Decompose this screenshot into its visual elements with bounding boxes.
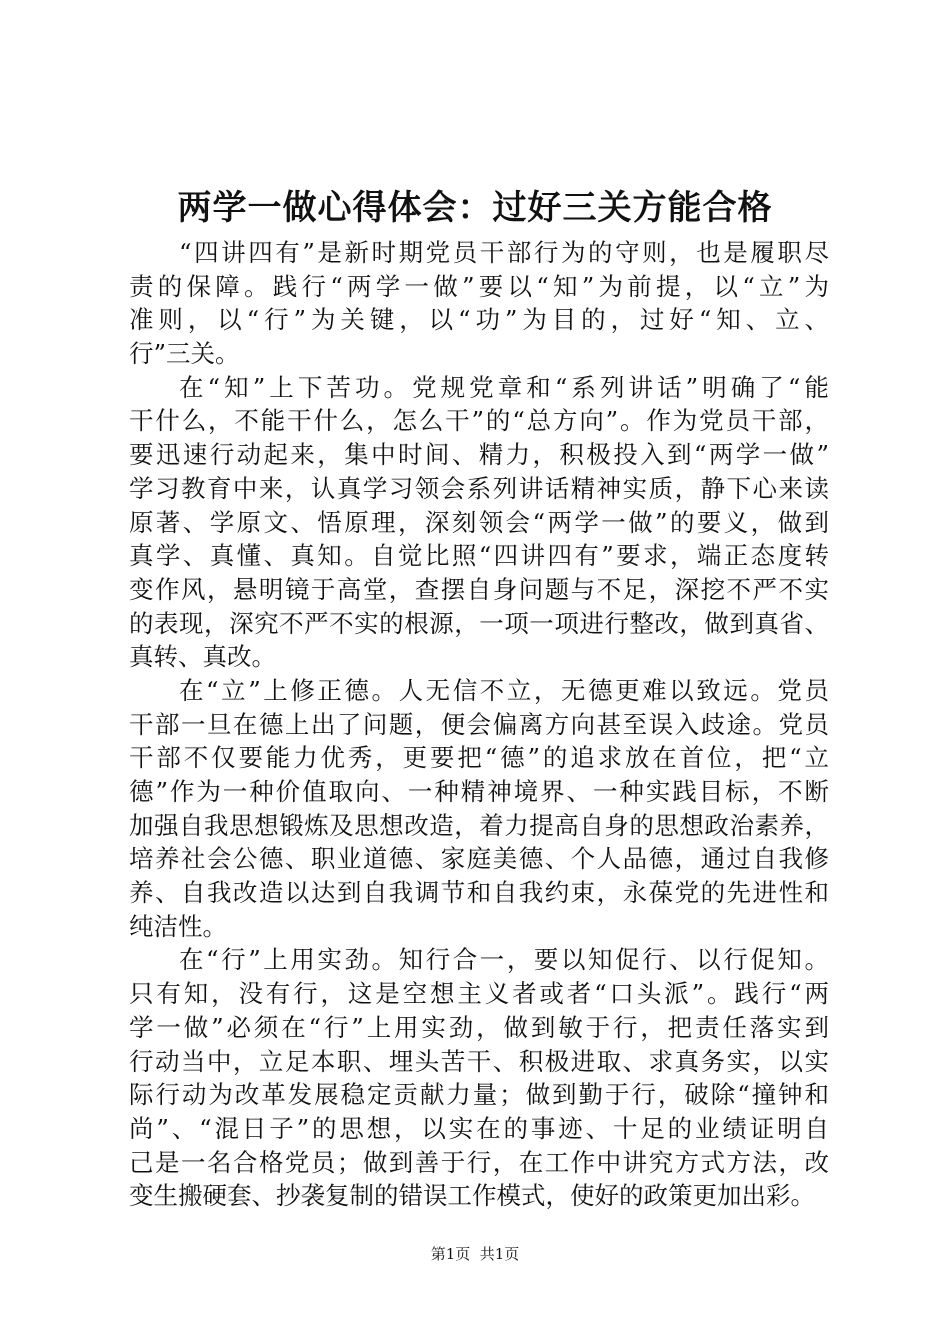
paragraph: [129, 236, 829, 371]
paragraph-line: 真学、真懂、真知。自觉比照“四讲四有”要求，端正态度转: [129, 541, 829, 571]
paragraph-line: 学习教育中来，认真学习领会系列讲话精神实质，静下心来读: [129, 473, 829, 503]
paragraph-line: 准则，以“行”为关键，以“功”为目的，过好“知、立、: [129, 305, 829, 335]
paragraph-line: 变生搬硬套、抄袭复制的错误工作模式，使好的政策更加出彩。: [129, 1181, 815, 1211]
paragraph-line: 在“立”上修正德。人无信不立，无德更难以致远。党员: [179, 675, 829, 705]
document-body: [129, 236, 829, 1213]
paragraph-line: 尚”、“混日子”的思想，以实在的事迹、十足的业绩证明自: [129, 1113, 829, 1143]
paragraph: [129, 674, 829, 944]
paragraph-line: 加强自我思想锻炼及思想改造，着力提高自身的思想政治素养，: [129, 810, 829, 840]
paragraph-line: 己是一名合格党员；做到善于行，在工作中讲究方式方法，改: [129, 1147, 829, 1177]
paragraph-line: 际行动为改革发展稳定贡献力量；做到勤于行，破除“撞钟和: [129, 1080, 829, 1110]
paragraph-line: 只有知，没有行，这是空想主义者或者“口头派”。践行“两: [129, 979, 829, 1009]
paragraph-line: 德”作为一种价值取向、一种精神境界、一种实践目标，不断: [129, 777, 829, 806]
paragraph-line: 学一做”必须在“行”上用实劲，做到敏于行，把责任落实到: [129, 1012, 829, 1042]
paragraph: [129, 943, 829, 1213]
paragraph-line: 在“知”上下苦功。党规党章和“系列讲话”明确了“能: [179, 372, 829, 402]
paragraph-line: 干什么，不能干什么，怎么干”的“总方向”。作为党员干部，: [129, 406, 829, 436]
paragraph-line: 干部不仅要能力优秀，更要把“德”的追求放在首位，把“立: [129, 743, 829, 773]
paragraph-line: 纯洁性。: [129, 911, 227, 941]
paragraph: [129, 371, 829, 674]
paragraph-line: 行”三关。: [129, 339, 240, 369]
paragraph-line: 养、自我改造以达到自我调节和自我约束，永葆党的先进性和: [129, 878, 829, 908]
paragraph-line: 变作风，悬明镜于高堂，查摆自身问题与不足，深挖不严不实: [129, 574, 829, 604]
paragraph-line: “四讲四有”是新时期党员干部行为的守则，也是履职尽: [179, 238, 829, 267]
paragraph-line: 干部一旦在德上出了问题，便会偏离方向甚至误入歧途。党员: [129, 709, 829, 739]
paragraph-line: 的表现，深究不严不实的根源，一项一项进行整改，做到真省、: [129, 608, 829, 638]
page-footer: [0, 1244, 950, 1264]
paragraph-line: 要迅速行动起来，集中时间、精力，积极投入到“两学一做”: [129, 440, 829, 470]
document-title: 两学一做心得体会：过好三关方能合格: [177, 188, 773, 228]
paragraph-line: 行动当中，立足本职、埋头苦干、积极进取、求真务实，以实: [129, 1046, 829, 1076]
paragraph-line: 培养社会公德、职业道德、家庭美德、个人品德，通过自我修: [129, 844, 829, 874]
paragraph-line: 原著、学原文、悟原理，深刻领会“两学一做”的要义，做到: [129, 507, 829, 537]
paragraph-line: 在“行”上用实劲。知行合一，要以知促行、以行促知。: [179, 945, 829, 975]
page-number: 第1页 共1页: [430, 1245, 520, 1263]
paragraph-line: 责的保障。践行“两学一做”要以“知”为前提，以“立”为: [129, 271, 829, 301]
paragraph-line: 真转、真改。: [129, 642, 276, 672]
